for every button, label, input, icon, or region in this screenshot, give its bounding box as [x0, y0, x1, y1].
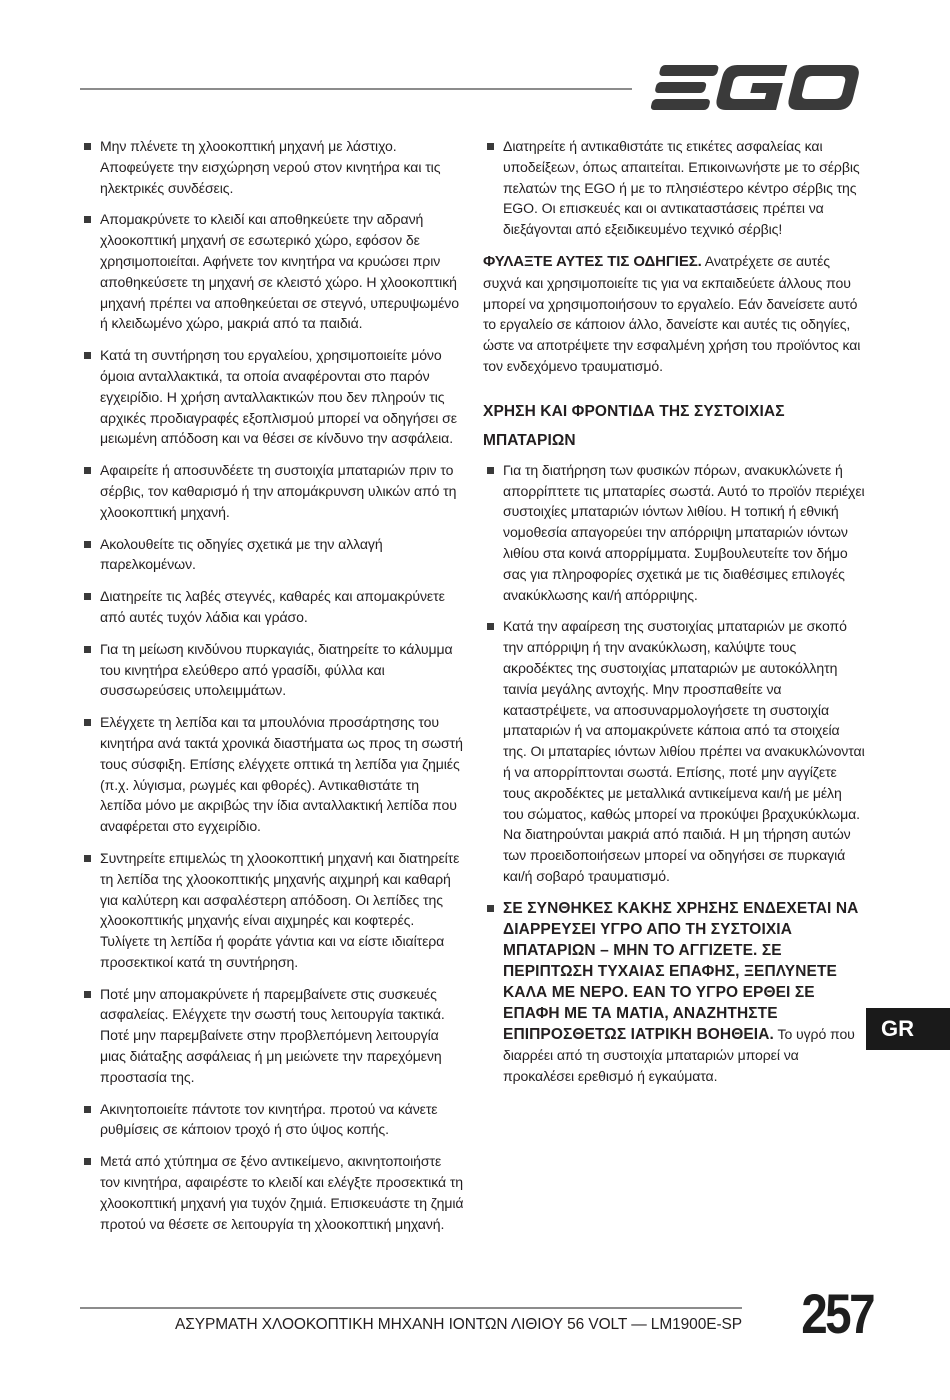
bullet-marker	[84, 467, 91, 474]
footer-title: ΑΣΥΡΜΑΤΗ ΧΛΟΟΚΟΠΤΙΚΗ ΜΗΧΑΝΗ ΙΟΝΤΩΝ ΛΙΘΙΟΥ 56 VOLT — LM1900E-SP	[175, 1316, 742, 1333]
warning-heading: ΣΕ ΣΥΝΘΗΚΕΣ ΚΑΚΗΣ ΧΡΗΣΗΣ ΕΝΔΕΧΕΤΑΙ ΝΑ ΔΙΑΡΡΕΥΣΕΙ ΥΓΡΟ ΑΠΟ ΤΗ ΣΥΣΤΟΙΧΙΑ ΜΠΑΤΑΡΙΩΝ – ΜΗΝ ΤΟ ΑΓΓΙΖΕΤΕ. ΣΕ ΠΕΡΙΠΤΩΣΗ ΤΥΧΑΙΑΣ ΕΠΑΦΗΣ, ΞΕΠΛΥΝΕΤΕ ΚΑΛΑ ΜΕ ΝΕΡΟ. ΕΑΝ ΤΟ ΥΓΡΟ ΕΡΘΕΙ ΣΕ ΕΠΑΦΗ ΜΕ ΤΑ ΜΑΤΙΑ, ΑΝΑΖΗΤΗΣΤΕ ΕΠΙΠΡΟΣΘΕΤΩΣ ΙΑΤΡΙΚΗ ΒΟΗΘΕΙΑ.	[503, 899, 859, 1043]
list-item	[80, 639, 464, 701]
list-item-text: Ακινητοποιείτε πάντοτε τον κινητήρα. προτού να κάνετε ρυθμίσεις σε κάποιον τροχό ή στο ύψος κοπής.	[100, 1100, 438, 1138]
list-item	[80, 460, 464, 522]
list-item	[80, 345, 464, 449]
list-item	[483, 136, 865, 240]
list-item	[80, 1099, 464, 1141]
list-item	[80, 984, 464, 1088]
warning-list-item	[483, 898, 865, 1087]
page-number: 257	[801, 1282, 874, 1345]
list-item-text: Μην πλένετε τη χλοοκοπτική μηχανή με λάστιχο. Αποφεύγετε την εισχώρηση νερού στον κινητήρα και τις ηλεκτρικές συνδέσεις.	[100, 138, 441, 196]
header-rule	[80, 88, 632, 90]
bullet-marker	[487, 623, 494, 630]
bullet-marker	[84, 143, 91, 150]
list-item	[80, 209, 464, 334]
list-item-text: Ακολουθείτε τις οδηγίες σχετικά με την αλλαγή παρελκομένων.	[100, 535, 383, 573]
list-item-text: Κατά την αφαίρεση της συστοιχίας μπαταριών με σκοπό την απόρριψη ή την ανακύκλωση, καλύψτε τους ακροδέκτες της συστοιχίας μπαταριών με αυτοκόλλητη ταινία μεγάλης αντοχής. Μην προσπαθείτε να καταστρέψετε, να αποσυναρμολογήσετε τη συστοιχία μπαταριών ή να απομακρύνετε κάποια από τα στοιχεία της. Οι μπαταρίες ιόντων λιθίου πρέπει να ανακυκλώνονται ή να απορρίπτονται σωστά. Επίσης, ποτέ μην αγγίζετε τους ακροδέκτες με μεταλλικά αντικείμενα και/ή με μέλη του σώματος, καθώς μπορεί να προκύψει βραχυκύκλωμα. Να διατηρούνται μακριά από παιδιά. Η μη τήρηση αυτών των προειδοποιήσεων μπορεί να οδηγήσει σε πυρκαγιά και/ή σοβαρό τραυματισμό.	[503, 618, 865, 884]
bullet-marker	[84, 352, 91, 359]
right-column	[483, 136, 865, 1097]
bullet-marker	[84, 216, 91, 223]
list-item	[483, 460, 865, 606]
list-item-text: Ελέγχετε τη λεπίδα και τα μπουλόνια προσάρτησης του κινητήρα ανά τακτά χρονικά διαστήματα ως προς τη σωστή τους σύσφιξη. Επίσης ελέγχετε οπτικά τη λεπίδα για ζημιές (π.χ. λύγισμα, ρωγμές και φθορές). Αντικαθιστάτε τη λεπίδα μόνο με ακριβώς την ίδια ανταλλακτική λεπίδα που αναφέρεται στο εγχειρίδιο.	[100, 714, 463, 835]
list-item-text: Για τη διατήρηση των φυσικών πόρων, ανακυκλώνετε ή απορρίπτετε τις μπαταρίες σωστά. Αυτό το προϊόν περιέχει συστοιχίες μπαταριών ιόντων λιθίου. Η τοπική ή εθνική νομοθεσία απαγορεύει την απόρριψη μπαταριών ιόντων λιθίου στα κοινά απορρίμματα. Συμβουλευτείτε τον δήμο σας για πληροφορίες σχετικά με τις διαθέσιμες επιλογές ανακύκλωσης και/ή απόρριψης.	[503, 461, 865, 603]
save-instructions-paragraph	[483, 251, 865, 377]
list-item	[80, 1151, 464, 1234]
list-item-text: Για τη μείωση κινδύνου πυρκαγιάς, διατηρείτε το κάλυμμα του κινητήρα ελεύθερο από γρασίδι, φύλλα και συσσωρεύσεις υπολειμμάτων.	[100, 640, 453, 699]
list-item	[80, 848, 464, 973]
list-item-text: Απομακρύνετε το κλειδί και αποθηκεύετε την αδρανή χλοοκοπτική μηχανή σε εσωτερικό χώρο, εφόσον δε χρησιμοποιείται. Αφήνετε τον κινητήρα να κρυώσει πριν αποθηκεύσετε τη μηχανή σε κλειστό χώρο. Η χλοοκοπτική μηχανή πρέπει να αποθηκεύεται σε στεγνό, υπερυψωμένο ή κλειδωμένο χώρο, μακριά από τα παιδιά.	[100, 211, 459, 332]
bullet-marker	[487, 905, 494, 912]
bullet-marker	[84, 991, 91, 998]
list-item	[483, 616, 865, 886]
list-item-text: Διατηρείτε τις λαβές στεγνές, καθαρές και απομακρύνετε από αυτές τυχόν λάδια και γράσο.	[100, 588, 445, 625]
list-item-text: Διατηρείτε ή αντικαθιστάτε τις ετικέτες ασφαλείας και υποδείξεων, όπως απαιτείται. Επικοινωνήστε με το σέρβις πελατών της EGO ή με το πλησιέστερο κέντρο σέρβις της EGO. Οι επισκευές και οι αντικαταστάσεις πρέπει να διεξάγονται από εξειδικευμένο τεχνικό σέρβις!	[503, 138, 860, 238]
list-item-text: Αφαιρείτε ή αποσυνδέετε τη συστοιχία μπαταριών πριν το σέρβις, τον καθαρισμό ή την απομάκρυνση υλικών από τη χλοοκοπτική μηχανή.	[100, 462, 457, 520]
list-item-text: Ποτέ μην απομακρύνετε ή παρεμβαίνετε στις συσκευές ασφαλείας. Ελέγχετε την σωστή τους λειτουργία τακτικά. Ποτέ μην παρεμβαίνετε στην προβλεπόμενη λειτουργία μιας διάταξης ασφάλειας ή μη μειώνετε την παρεχόμενη προστασία της.	[100, 985, 445, 1085]
list-item-text: Συντηρείτε επιμελώς τη χλοοκοπτική μηχανή και διατηρείτε τη λεπίδα της χλοοκοπτικής μηχανής αιχμηρή και καθαρή για καλύτερη και ασφαλέστερη απόδοση. Οι λεπίδες της χλοοκοπτικής μηχανής είναι αιχμηρές και κοφτερές. Τυλίγετε τη λεπίδα ή φοράτε γάντια και να είστε ιδιαίτερα προσεκτικοί κατά τη συντήρηση.	[100, 849, 460, 970]
section-heading: ΧΡΗΣΗ ΚΑΙ ΦΡΟΝΤΙΔΑ ΤΗΣ ΣΥΣΤΟΙΧΙΑΣ ΜΠΑΤΑΡΙΩΝ	[483, 402, 785, 449]
list-item	[80, 586, 464, 628]
list-item	[80, 534, 464, 576]
language-tab: GR	[866, 1008, 950, 1050]
bullet-marker	[84, 593, 91, 600]
list-item-text: Μετά από χτύπημα σε ξένο αντικείμενο, ακινητοποιήστε τον κινητήρα, αφαιρέστε το κλειδί και ελέγξτε προσεκτικά τη χλοοκοπτική μηχανή για τυχόν ζημιά. Επισκευάστε τη ζημιά προτού να θέσετε σε λειτουργία τη χλοοκοπτική μηχανή.	[100, 1153, 464, 1232]
list-item	[80, 136, 464, 198]
save-instructions-text: Ανατρέχετε σε αυτές συχνά και χρησιμοποιείτε τις για να εκπαιδεύετε άλλους που μπορεί να χρησιμοποιήσουν το εργαλείο. Εάν δανείσετε αυτό το εργαλείο σε κάποιον άλλο, δανείστε και αυτές τις οδηγίες, ώστε να αποτρέψετε την εσφαλμένη χρήση του προϊόντος και τον ενδεχόμενο τραυματισμό.	[483, 252, 861, 374]
save-instructions-lead: ΦΥΛΑΞΤΕ ΑΥΤΕΣ ΤΙΣ ΟΔΗΓΙΕΣ.	[483, 252, 702, 270]
bullet-marker	[84, 855, 91, 862]
bullet-marker	[487, 467, 494, 474]
bullet-marker	[487, 143, 494, 150]
list-item-text: Κατά τη συντήρηση του εργαλείου, χρησιμοποιείτε μόνο όμοια ανταλλακτικά, τα οποία αναφέρονται στο παρόν εγχειρίδιο. Η χρήση ανταλλακτικών που δεν πληρούν τις αρχικές προδιαγραφές εξοπλισμού μπορεί να οδηγήσει σε μειωμένη απόδοση και να θέσει σε κίνδυνο την ασφάλεια.	[100, 347, 457, 447]
bullet-marker	[84, 1106, 91, 1113]
bullet-marker	[84, 541, 91, 548]
bullet-marker	[84, 1158, 91, 1165]
left-column	[80, 136, 464, 1245]
ego-logo	[648, 62, 862, 114]
footer-rule	[80, 1307, 742, 1309]
bullet-marker	[84, 646, 91, 653]
list-item	[80, 712, 464, 837]
bullet-marker	[84, 719, 91, 726]
warning-text: Το υγρό που διαρρέει από τη συστοιχία μπαταριών μπορεί να προκαλέσει ερεθισμό ή εγκαύματα.	[503, 1025, 855, 1084]
